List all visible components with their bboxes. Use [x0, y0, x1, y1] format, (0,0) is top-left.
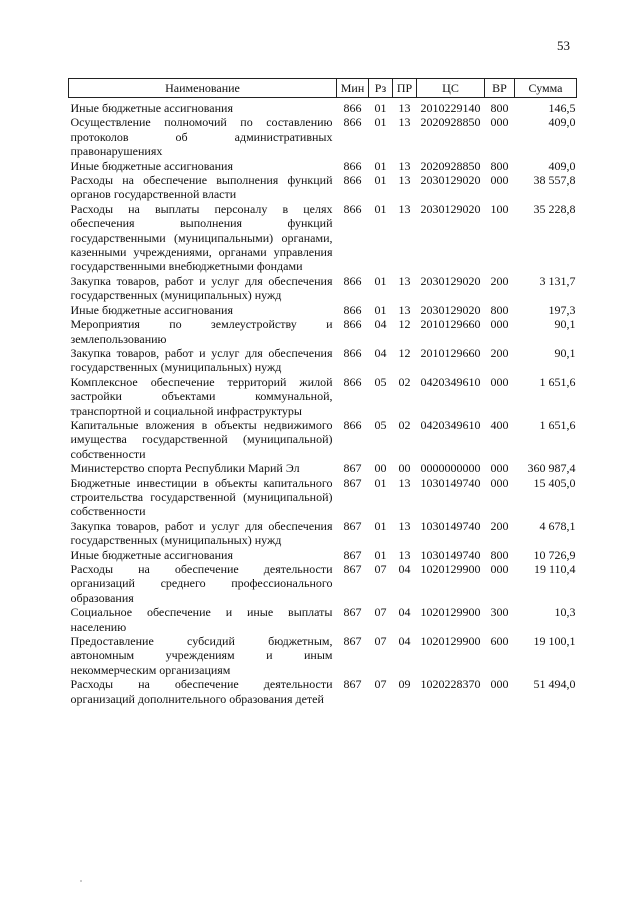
table-row: [69, 548, 577, 562]
row-vr: 000: [490, 173, 509, 188]
header-cs: ЦС: [417, 79, 485, 98]
row-sum: 3 131,7: [539, 273, 576, 288]
row-rz: 07: [374, 634, 387, 649]
row-cs: 2010229140: [420, 101, 481, 115]
row-cs: 1030149740: [420, 475, 481, 490]
row-name: Иные бюджетные ассигнования: [70, 547, 233, 562]
row-cs: 1020129900: [420, 605, 481, 620]
row-min: 866: [343, 417, 362, 432]
row-rz: 01: [374, 115, 387, 130]
header-rz: Рз: [369, 79, 393, 98]
budget-table: [68, 78, 577, 706]
row-vr: 600: [490, 634, 509, 649]
row-vr: 800: [490, 101, 509, 115]
row-name: Предоставление субсидий бюджетным, автономным учреждениям и иным некоммерческим организациям: [70, 634, 333, 677]
row-name: Иные бюджетные ассигнования: [70, 302, 233, 317]
row-name: Закупка товаров, работ и услуг для обеспечения государственных (муниципальных) нужд: [70, 273, 333, 303]
row-cs: 0000000000: [420, 461, 481, 476]
row-cs: 2030129020: [420, 273, 481, 288]
row-name: Иные бюджетные ассигнования: [70, 158, 233, 173]
row-sum: 38 557,8: [533, 173, 576, 188]
row-min: 866: [343, 302, 362, 317]
row-pr: 04: [398, 634, 411, 649]
table-header: [69, 79, 577, 98]
row-vr: 200: [490, 273, 509, 288]
row-cs: 1020129900: [420, 562, 481, 576]
row-name: Расходы на обеспечение выполнения функций органов государственной власти: [70, 173, 333, 202]
row-vr: 800: [490, 547, 509, 562]
row-pr: 02: [398, 417, 411, 432]
row-cs: 0420349610: [420, 374, 481, 389]
row-rz: 04: [374, 317, 387, 332]
row-name: Расходы на выплаты персоналу в целях обеспечения выполнения функций государственными (муниципальными) органами, казенными учреждениями, органами управления государственными внебюджетными фондами: [70, 201, 333, 274]
row-sum: 10 726,9: [533, 547, 576, 562]
row-min: 867: [343, 677, 362, 692]
row-name: Капитальные вложения в объекты недвижимого имущества государственной (муниципальной) собственности: [70, 417, 333, 461]
row-name: Закупка товаров, работ и услуг для обеспечения государственных (муниципальных) нужд: [70, 345, 333, 375]
row-vr: 800: [490, 158, 509, 173]
row-min: 866: [343, 317, 362, 332]
row-sum: 19 110,4: [533, 562, 576, 576]
table-row: [69, 418, 577, 461]
row-sum: 146,5: [548, 101, 576, 115]
row-min: 867: [343, 461, 362, 476]
row-vr: 000: [490, 677, 509, 692]
header-name: Наименование: [69, 79, 337, 98]
row-name: Мероприятия по землеустройству и землепользованию: [70, 317, 333, 346]
row-rz: 01: [374, 201, 387, 216]
table-row: [69, 461, 577, 475]
table-row: [69, 317, 577, 346]
header-sum: Сумма: [515, 79, 577, 98]
row-cs: 1020228370: [420, 677, 481, 692]
row-min: 866: [343, 374, 362, 389]
table-row: [69, 634, 577, 677]
row-vr: 300: [490, 605, 509, 620]
row-sum: 1 651,6: [539, 374, 576, 389]
row-vr: 800: [490, 302, 509, 317]
row-rz: 01: [374, 547, 387, 562]
row-cs: 2010129660: [420, 345, 481, 360]
row-min: 867: [343, 518, 362, 533]
row-sum: 4 678,1: [539, 518, 576, 533]
row-sum: 10,3: [554, 605, 576, 620]
row-vr: 200: [490, 345, 509, 360]
row-pr: 13: [398, 302, 411, 317]
table-row: [69, 375, 577, 418]
row-name: Расходы на обеспечение деятельности организаций среднего профессионального образования: [70, 562, 333, 605]
table-row: [69, 173, 577, 202]
row-sum: 197,3: [548, 302, 576, 317]
row-rz: 01: [374, 173, 387, 188]
row-sum: 90,1: [554, 345, 576, 360]
row-name: Министерство спорта Республики Марий Эл: [70, 461, 300, 476]
row-min: 866: [343, 201, 362, 216]
row-min: 867: [343, 634, 362, 649]
row-cs: 0420349610: [420, 417, 481, 432]
row-pr: 02: [398, 374, 411, 389]
header-pr: ПР: [393, 79, 417, 98]
row-name: Осуществление полномочий по составлению протоколов об административных правонарушениях: [70, 115, 333, 159]
table-row: [69, 115, 577, 158]
row-sum: 360 987,4: [527, 461, 576, 476]
row-pr: 13: [398, 273, 411, 288]
scan-speck: [80, 880, 82, 882]
row-pr: 12: [398, 345, 411, 360]
row-cs: 2020928850: [420, 115, 481, 130]
row-name: Комплексное обеспечение территорий жилой застройки объектами коммунальной, транспортной и социальной инфраструктуры: [70, 374, 333, 418]
row-pr: 13: [398, 518, 411, 533]
row-min: 866: [343, 158, 362, 173]
row-sum: 409,0: [548, 158, 576, 173]
row-pr: 00: [398, 461, 411, 476]
row-sum: 15 405,0: [533, 475, 576, 490]
table-row: [69, 605, 577, 634]
row-pr: 13: [398, 173, 411, 188]
row-sum: 19 100,1: [533, 634, 576, 649]
row-min: 867: [343, 475, 362, 490]
row-vr: 200: [490, 518, 509, 533]
header-min: Мин: [337, 79, 369, 98]
row-sum: 35 228,8: [533, 201, 576, 216]
row-rz: 01: [374, 101, 387, 115]
row-vr: 000: [490, 115, 509, 130]
table-row: [69, 677, 577, 706]
table-row: [69, 562, 577, 605]
row-sum: 409,0: [548, 115, 576, 130]
row-name: Расходы на обеспечение деятельности организаций дополнительного образования детей: [70, 677, 333, 706]
row-name: Закупка товаров, работ и услуг для обеспечения государственных (муниципальных) нужд: [70, 518, 333, 548]
row-rz: 01: [374, 273, 387, 288]
row-cs: 1030149740: [420, 518, 481, 533]
row-pr: 13: [398, 158, 411, 173]
row-name: Иные бюджетные ассигнования: [70, 101, 233, 115]
row-min: 867: [343, 605, 362, 620]
row-min: 867: [343, 562, 362, 576]
row-pr: 04: [398, 562, 411, 576]
table-row: [69, 346, 577, 375]
table-row: [69, 519, 577, 548]
row-pr: 09: [398, 677, 411, 692]
row-vr: 000: [490, 317, 509, 332]
page-number: 53: [557, 38, 570, 53]
row-cs: 2020928850: [420, 158, 481, 173]
table-row: [69, 98, 577, 116]
row-rz: 04: [374, 345, 387, 360]
table-body: [69, 98, 577, 707]
row-min: 866: [343, 173, 362, 188]
row-rz: 01: [374, 302, 387, 317]
row-rz: 07: [374, 562, 387, 576]
row-sum: 90,1: [554, 317, 576, 332]
row-sum: 51 494,0: [533, 677, 576, 692]
row-pr: 13: [398, 101, 411, 115]
row-name: Бюджетные инвестиции в объекты капитального строительства государственной (муниципальной) собственности: [70, 475, 333, 519]
row-min: 866: [343, 115, 362, 130]
row-rz: 05: [374, 417, 387, 432]
row-pr: 13: [398, 201, 411, 216]
table-row: [69, 159, 577, 173]
table-row: [69, 274, 577, 303]
header-vr: ВР: [485, 79, 515, 98]
row-pr: 12: [398, 317, 411, 332]
table-row: [69, 303, 577, 317]
row-cs: 2030129020: [420, 302, 481, 317]
row-cs: 2030129020: [420, 173, 481, 188]
row-pr: 13: [398, 547, 411, 562]
row-vr: 000: [490, 475, 509, 490]
row-min: 866: [343, 345, 362, 360]
row-pr: 04: [398, 605, 411, 620]
row-pr: 13: [398, 115, 411, 130]
row-vr: 000: [490, 374, 509, 389]
row-cs: 1030149740: [420, 547, 481, 562]
row-rz: 01: [374, 518, 387, 533]
row-sum: 1 651,6: [539, 417, 576, 432]
row-pr: 13: [398, 475, 411, 490]
row-vr: 100: [490, 201, 509, 216]
row-vr: 000: [490, 562, 509, 576]
row-rz: 05: [374, 374, 387, 389]
row-name: Социальное обеспечение и иные выплаты населению: [70, 605, 333, 634]
row-rz: 00: [374, 461, 387, 476]
table-row: [69, 476, 577, 519]
row-cs: 2030129020: [420, 201, 481, 216]
row-cs: 2010129660: [420, 317, 481, 332]
row-min: 866: [343, 273, 362, 288]
row-rz: 07: [374, 605, 387, 620]
table-row: [69, 202, 577, 274]
row-rz: 07: [374, 677, 387, 692]
row-vr: 000: [490, 461, 509, 476]
row-rz: 01: [374, 475, 387, 490]
row-min: 866: [343, 101, 362, 115]
row-min: 867: [343, 547, 362, 562]
row-rz: 01: [374, 158, 387, 173]
row-cs: 1020129900: [420, 634, 481, 649]
row-vr: 400: [490, 417, 509, 432]
